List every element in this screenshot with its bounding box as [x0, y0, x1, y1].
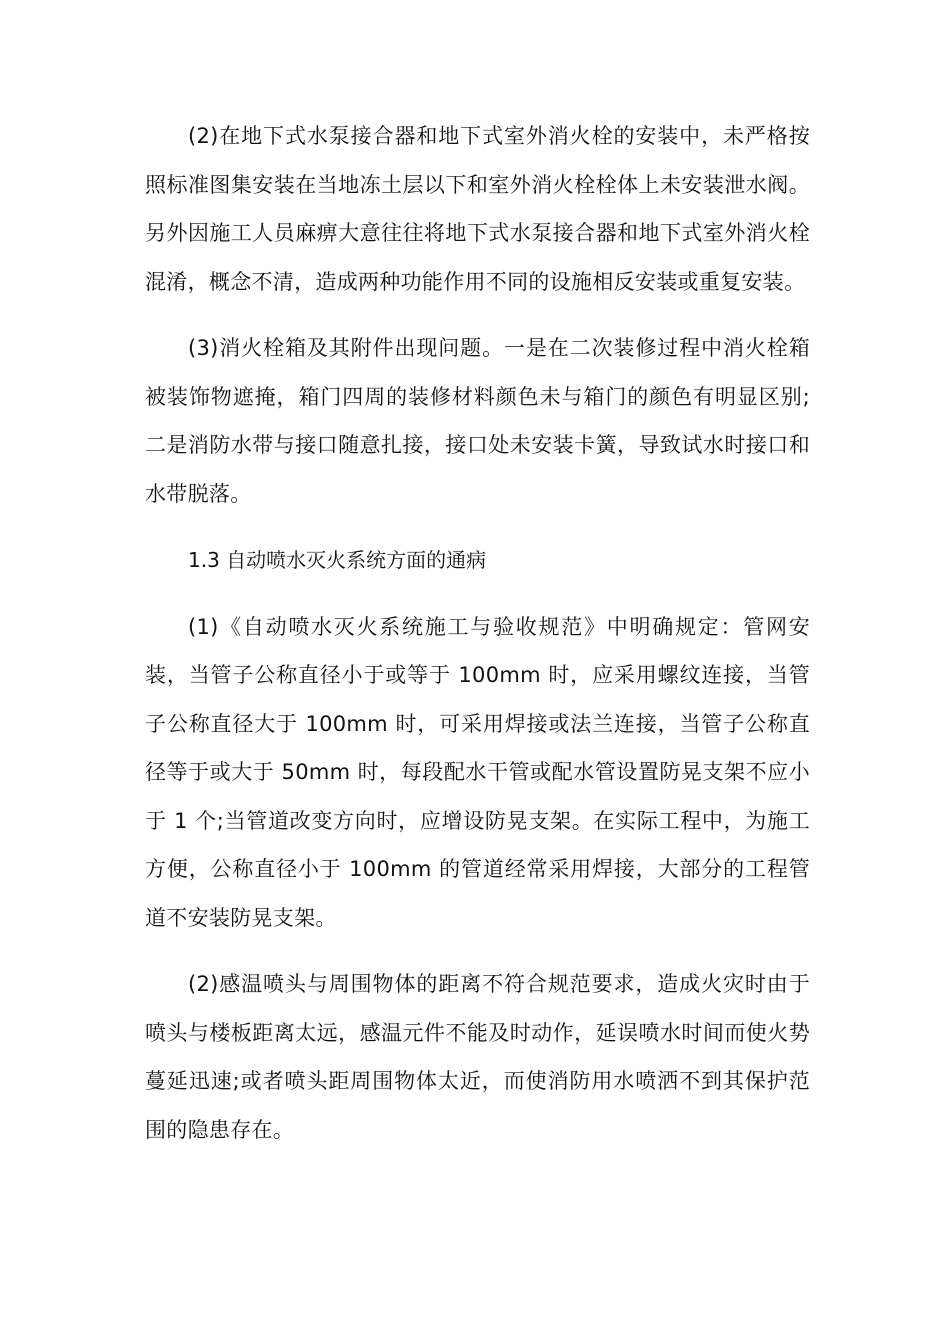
- paragraph-hydrant-box: (3)消火栓箱及其附件出现问题。一是在二次装修过程中消火栓箱被装饰物遮掩，箱门四周的装修材料颜色未与箱门的颜色有明显区别;二是消防水带与接口随意扎接，接口处未安装卡簧，导致试水时接口和水带脱落。: [145, 336, 810, 506]
- section-heading: 1.3 自动喷水灭火系统方面的通病: [188, 548, 487, 572]
- paragraph-underground-installation: (2)在地下式水泵接合器和地下式室外消火栓的安装中，未严格按照标准图集安装在当地冻土层以下和室外消火栓栓体上未安装泄水阀。另外因施工人员麻痹大意往往将地下式水泵接合器和地下式室外消火栓混淆，概念不清，造成两种功能作用不同的设施相反安装或重复安装。: [145, 124, 810, 294]
- document-body: [145, 112, 810, 1172]
- paragraph-pipe-connection: (1)《自动喷水灭火系统施工与验收规范》中明确规定：管网安装，当管子公称直径小于或等于 100mm 时，应采用螺纹连接，当管子公称直径大于 100mm 时，可采用焊接或法兰连接，当管子公称直径等于或大于 50mm 时，每段配水干管或配水管设置防晃支架不应小于 1 个;当管道改变方向时，应增设防晃支架。在实际工程中，为施工方便，公称直径小于 100mm 的管道经常采用焊接，大部分的工程管道不安装防晃支架。: [145, 614, 810, 930]
- paragraph-sprinkler-distance: (2)感温喷头与周围物体的距离不符合规范要求，造成火灾时由于喷头与楼板距离太远，感温元件不能及时动作，延误喷水时间而使火势蔓延迅速;或者喷头距周围物体太近，而使消防用水喷洒不到其保护范围的隐患存在。: [145, 972, 810, 1142]
